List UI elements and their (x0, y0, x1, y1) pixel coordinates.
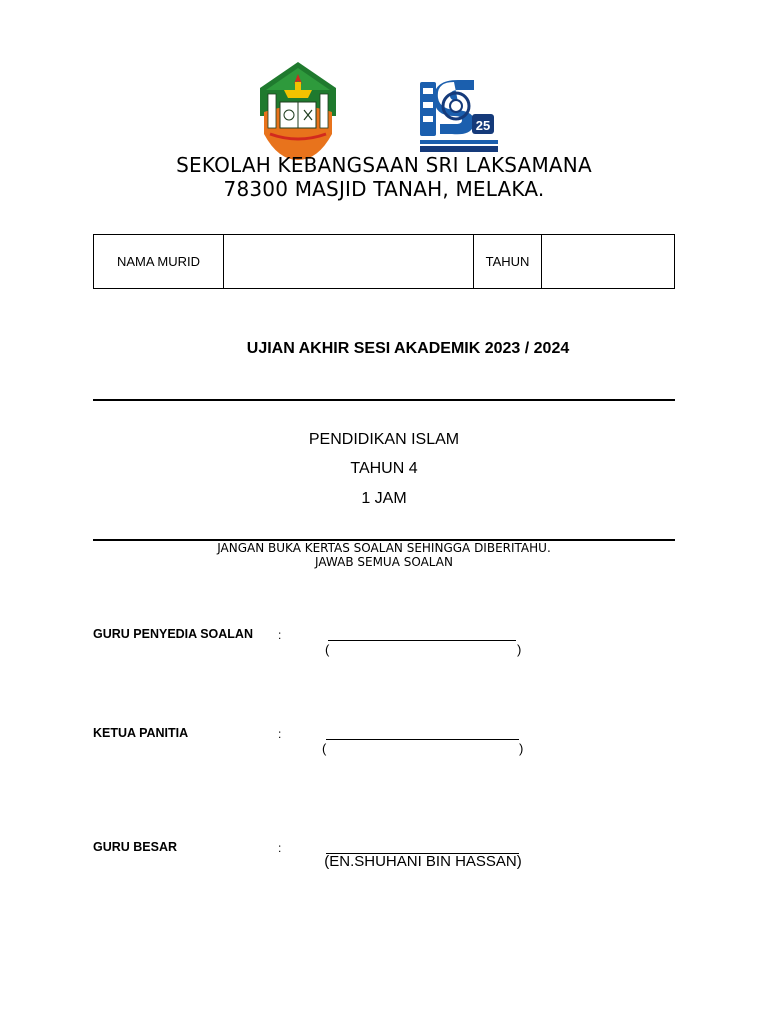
exam-title: UJIAN AKHIR SESI AKADEMIK 2023 / 2024 (246, 340, 570, 357)
school-address: 78300 MASJID TANAH, MELAKA. (223, 177, 545, 201)
table-row (94, 235, 675, 289)
guru-besar-name: (EN.SHUHANI BIN HASSAN) (324, 853, 522, 870)
guru-besar-label: GURU BESAR (93, 840, 178, 854)
ketua-panitia-label: KETUA PANITIA (93, 726, 189, 740)
guru-penyedia-signature-line[interactable] (328, 640, 516, 641)
guru-penyedia-label: GURU PENYEDIA SOALAN (93, 627, 253, 641)
year-label-cell: TAHUN (474, 235, 542, 289)
school-name: SEKOLAH KEBANGSAAN SRI LAKSAMANA (176, 153, 592, 177)
ketua-panitia-open-paren: ( (322, 741, 327, 756)
ketua-panitia-close-paren: ) (519, 741, 524, 756)
divider-top (93, 399, 675, 401)
svg-text:25: 25 (475, 118, 491, 133)
ketua-panitia-colon: : (278, 727, 282, 741)
sekolah-25-logo (418, 76, 500, 158)
guru-penyedia-open-paren: ( (325, 642, 330, 657)
subject-name: PENDIDIKAN ISLAM (308, 431, 460, 448)
name-input-cell[interactable] (224, 235, 474, 289)
guru-penyedia-colon: : (278, 628, 282, 642)
school-crest-icon (258, 60, 338, 162)
school-crest-logo (258, 60, 338, 162)
year-input-cell[interactable] (542, 235, 675, 289)
sekolah-sekolah-25-logo-icon (418, 76, 500, 158)
guru-penyedia-close-paren: ) (517, 642, 522, 657)
student-info-table (93, 234, 675, 289)
subject-duration: 1 JAM (361, 490, 407, 507)
instruction-line-1: JANGAN BUKA KERTAS SOALAN SEHINGGA DIBERITAHU. (217, 541, 551, 555)
ketua-panitia-signature-line[interactable] (326, 739, 519, 740)
instruction-line-2: JAWAB SEMUA SOALAN (315, 555, 453, 569)
guru-besar-colon: : (278, 841, 282, 855)
subject-year: TAHUN 4 (350, 460, 418, 477)
name-label-cell: NAMA MURID (94, 235, 224, 289)
